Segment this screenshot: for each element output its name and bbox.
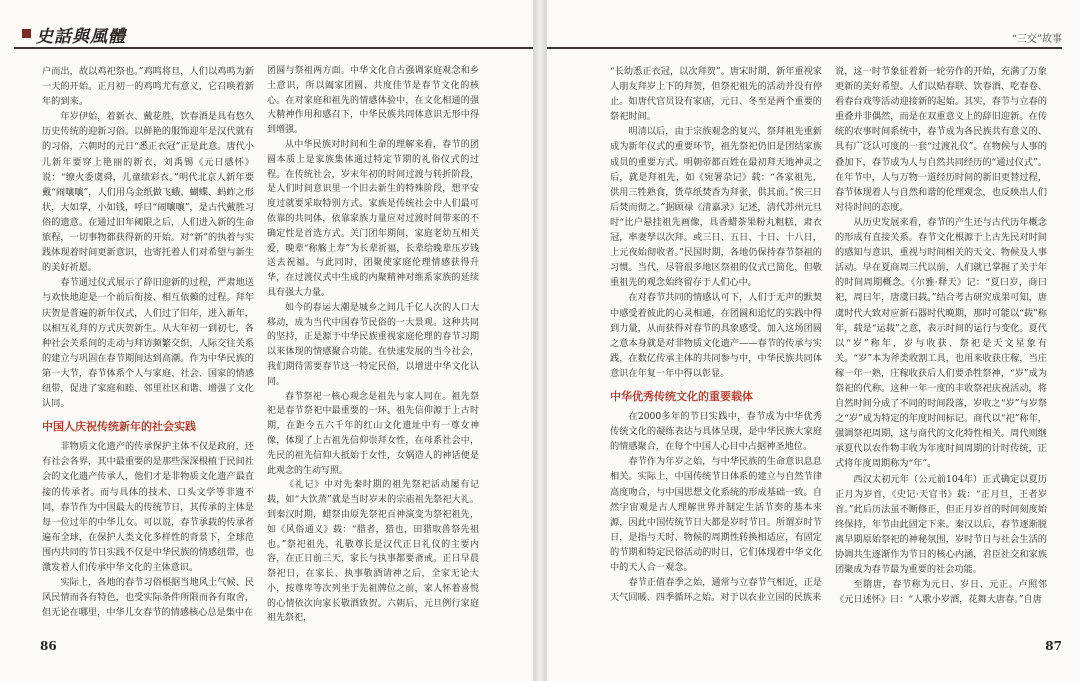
page-number-left: 86 xyxy=(40,639,57,653)
paragraph: 户而出，故以鸡祀祭也。”鸡鸣将旦，人们以鸡鸣为新一天的开始。正月初一的鸡鸣尤有意义，它召唤着新年的到来。 xyxy=(42,66,254,108)
paragraph: 春节通过仪式展示了辞旧迎新的过程，严肃地送与欢快地迎是一个前后衔接、相互依赖的过程。拜年庆贺是普遍的新年仪式，人们过了旧年，进入新年，以相互礼拜的方式庆贺新生。从大年初一到初七，各种社会关系间的走动与拜访频繁交织，人际交往关系的建立与巩固在春节期间达到高潮。作为中华民族的第一大节，春节体系个人与家庭、社会、国家的情感纽带，促进了家庭和睦、邻里社区和谐、增强了文化认同。 xyxy=(42,277,254,410)
left-column-2 xyxy=(267,64,479,626)
left-header xyxy=(14,22,533,47)
paragraph: 明清以后，由于宗族观念的复兴，祭拜祖先重新成为新年仪式的重要环节，祖先祭祀仍旧是团结家族成员的重要方式。明朝帝都百姓在最初拜天地神灵之后，就是拜祖先，如《宛署杂记》载：“各家祖先，供用三牲熟食，货草纸焚香为拜张，供其前。”俟三日后焚而彻之。”据顾禄《清嘉录》记述，清代苏州元旦时“比户悬挂祖先画像，具香蜡茶果粉丸粗糕，肃衣冠，率妻孥以次拜。或三日、五日、十日、十八日，上元夜始彻收者。”民国时期，各地仍保持春节祭祖的习惯。当代，尽管很多地区祭祖的仪式已简化，但敬重祖先的观念始终留存于人们心中。 xyxy=(610,126,822,289)
paragraph: 从历史发展来看，春节的产生还与古代历年概念的形成有直接关系。春节文化根源于上古先民对时间的感知与意识，重视与时间相关的天文、物候及人事活动。早在夏商周三代以前，人们就已掌握了关于年的时间周期概念。《尔雅·释天》记：“夏曰岁，商曰祀，周曰年，唐虞曰载。”结合考古研究成果可知，唐虞时代大致对应新石器时代晚期，那时可能以“载”称年，载是“运载”之意，表示时间的运行与变化。夏代以“岁”称年，岁与收获、祭祀是天文星象有关。“岁”本为斧类收割工具，也用来收获庄稼，当庄稼一年一熟，庄稼收获后人们要杀牲祭神，“岁”成为祭祀的代称。这种一年一度的丰收祭祀庆祝活动，将自然时间分成了不同的时间段落，岁收之“岁”与岁祭之“岁”成为特定的年度时间标记。商代以“祀”称年，强调祭祀周期，这与商代的文化特性相关。周代则继承夏代以农作物丰收为年度时间周期的计时传统，正式将年度周期称为“年”。 xyxy=(835,216,1047,470)
paragraph: 如今的春运大潮是城乡之间几千亿人次的人口大移动，成为当代中国春节民俗的一大景观。这种共同的坚持，正是源于中华民族重视家庭伦理的春节习期以来体现的情感聚合功能。在快速发展的当今社会，我们期待需要春节这一特定民俗，以增进中华文化认同。 xyxy=(267,302,479,387)
paragraph: 春节祭祀一核心观念是祖先与家人同在。祖先祭祀是春节祭祀中最重要的一环。祖先信仰源于上古时期，在距今五六千年的红山文化遗址中有一尊女神像，体现了上古祖先信仰崇拜女性，在母系社会中，先民的祖先信仰大抵始于女性，女娲造人的神话便是此观念的生动写照。 xyxy=(267,391,479,476)
paragraph: 在对春节共同的情感认可下，人们于无声的默契中感受着彼此的心灵相通，在团圆和追忆的实践中得到力量，从而获得对春节的具象感受。加入这场团圆之意本身就是对非物质文化遗产——春节的传承与实践，在数亿传承主体的共同参与中，中华民族共同体意识在年复一年中得以彰显。 xyxy=(610,292,822,379)
paragraph: 春节正值春季之始，通常与立春节气相近，正是天气回暖、四季循环之始。对于以农业立国的民族来 xyxy=(610,577,822,604)
paragraph: 团圆与祭祖两方面。中华文化自古强调家庭观念和乡土意识，所以阖家团圆、共度佳节是春节文化的核心。在对家庭和祖先的情感体验中，在文化相通的强大精神作用和感召下，中华民族共同体意识无形中得到增强。 xyxy=(267,66,479,136)
header-square-mark xyxy=(22,29,31,38)
paragraph: “长幼悉正衣冠，以次拜贺”。唐宋时期，新年重视家人朋友拜岁上下的拜贺，但祭祀祖先的活动并没有停止。如唐代官员设有家庙，元日、冬至是两个重要的祭祀时间。 xyxy=(610,66,822,123)
book-gutter xyxy=(533,0,547,681)
header-rule xyxy=(14,47,533,49)
right-column-1 xyxy=(610,64,822,605)
left-page xyxy=(0,0,533,681)
paragraph: 《礼记》中对先秦时期的祖先祭祀活动屡有记载，如“大饮蒸”就是当时岁末的宗庙祖先祭祀大礼。到秦汉时期，蜡祭由原先祭祀百神演变为祭祀祖先，如《风俗通义》载：“腊者，猎也，田猎取兽祭先祖也。”祭祀祖先，礼敬尊长是汉代正日礼仪的主要内容，在正日前三天，家长与执事都要斋戒。正日早晨祭祀日，在家长、执事敬酒请神之后，全家无论大小，按尊卑等次列坐于先祖牌位之前，家人怀着喜悦的心情依次向家长敬酒致贺。六朝后，元旦例行家庭祖先祭祀， xyxy=(267,480,479,624)
paragraph: 实际上，各地的春节习俗根据当地风土气候、民风民情而各有特色，也受实际条件所限而各有取舍，但无论在哪里，中华儿女春节的情感核心总是集中在 xyxy=(42,577,254,619)
paragraph: 从中华民族对时间和生命的理解来看，春节的团圆本质上是家族集体通过特定节期的礼俗仪式的过程。在传统社会，岁末年初的时间过渡与转折阶段，是人们时间意识里一个旧去新生的特殊阶段，想平安度过就要采取特别方式。家族是传统社会中人们最可依靠的共同体，依靠家族力量应对过渡时间带来的不确定性是首选方式。关门团年期间，家庭老幼互相关爱，晚辈“称觞上寿”为长辈祈福，长辈给晚辈压岁钱送去祝福。与此同时，团聚使家庭伦理情感获得升华，在过渡仪式中生成的内聚精神对维系家族的延续具有强大力量。 xyxy=(267,139,479,298)
left-column-1 xyxy=(42,64,254,620)
paragraph: 说，这一时节象征着新一轮劳作的开始，充满了万象更新的美好希望。人们以贴春联、饮春酒、吃春卷、看春台戏等活动迎接新的起始。其实，春节与立春的重叠并非偶然，而是在双重意义上的辞旧迎新。在传统的农事时间系统中，春节成为各民族共有意义的、具有广泛认可度的一套“过渡礼仪”。在物候与人事的叠加下，春节成为人与自然共同经历的“通过仪式”。在年节中，人与万物一道经历时间的新旧更替过程，春节体现着人与自然和谐的伦理观念，也反映出人们对待时间的态度。 xyxy=(835,66,1047,213)
section-label: “三交”故事 xyxy=(1011,34,1062,45)
paragraph: 年岁伊始，着新衣、戴花胜，饮春酒是具有悠久历史传统的迎新习俗。以鲜艳的服饰迎年是汉代就有的习俗，六朝时的元日“悉正衣冠”正是此意。唐代小儿新年要穿上艳丽的新衣，刘禹锡《元日感怀》说：“缭火委虞舜，儿童绩彩衣。”明代北京人新年要戴“闹嚷嚷”，人们用乌金纸做飞蛾、蝴蝶、蚂蚱之形状，大如掌，小如钱，呼曰“闹嚷嚷”，是古代戴胜习俗的遗意。在通过旧年阈限之后，人们进入新的生命旅程，一切事物都获得新的开始。对“新”的执着与实践体现着时间更新意识，也寄托着人们对希望与新生的美好祈愿。 xyxy=(42,111,254,274)
paragraph: 西汉太初元年（公元前104年）正式确定以夏历正月为岁首，《史记·天官书》载：“正月旦，王者岁首。”此后历法虽不断修正，但正月岁首的时间刻度始终保持，年节由此固定下来。秦汉以后，春节逐渐脱离早期原始祭祀的神秘氛围，岁时节日与社会生活的协调共生逐渐作为节日的核心内涵，君臣社交和家族团聚成为春节最为重要的社会功能。 xyxy=(835,473,1047,576)
right-page xyxy=(547,0,1080,681)
right-column-2 xyxy=(835,64,1047,607)
paragraph: 非物质文化遗产的传承保护主体不仅是政府，还有社会各界，其中最重要的是那些深深根植于民间社会的文化遗产传承人，他们才是非物质文化遗产最直接的传承者。而与具体的技术、口头文学等非遗不同，春节作为中国最大的传统节日，其传承的主体是每一位过年的中华儿女。可以说，春节承载的传承者遍布全球，在保护人类文化多样性的背景下，全球范围内共同的节日实践不仅是中华民族的情感纽带，也激发着人们传承中华文化的主体意识。 xyxy=(42,441,254,573)
section-heading: 中国人庆祝传统新年的社会实践 xyxy=(42,420,196,434)
page-number-right: 87 xyxy=(1045,639,1062,653)
magazine-title: 史話與風體 xyxy=(36,27,126,47)
paragraph: 至隋唐，春节称为元日、岁日、元正。卢照邻《元日述怀》曰：“人歌小岁酒，花舞大唐春。”自唐 xyxy=(835,579,1047,606)
paragraph: 春节作为年岁之始，与中华民族的生命意识息息相关。实际上，中国传统节日体系的建立与自然节律高度吻合，与中国思想文化系统的形成基础一致。自然宇宙观是古人理解世界并制定生活节奏的基本来源，因此中国传统节日大都是岁时节日。所谓岁时节日，是指与天时、物候的周期性转换相适应，有固定的节期和特定民俗活动的时日，它们体现着中华文化中的天人合一观念。 xyxy=(610,456,822,573)
section-heading: 中华优秀传统文化的重要载体 xyxy=(610,389,753,403)
paragraph: 在2000多年的节日实践中，春节成为中华优秀传统文化的凝练表达与具体呈现，是中华民族大家庭的情感聚合，在每个中国人心目中占据神圣地位。 xyxy=(610,411,822,453)
header-rule xyxy=(547,47,1062,49)
